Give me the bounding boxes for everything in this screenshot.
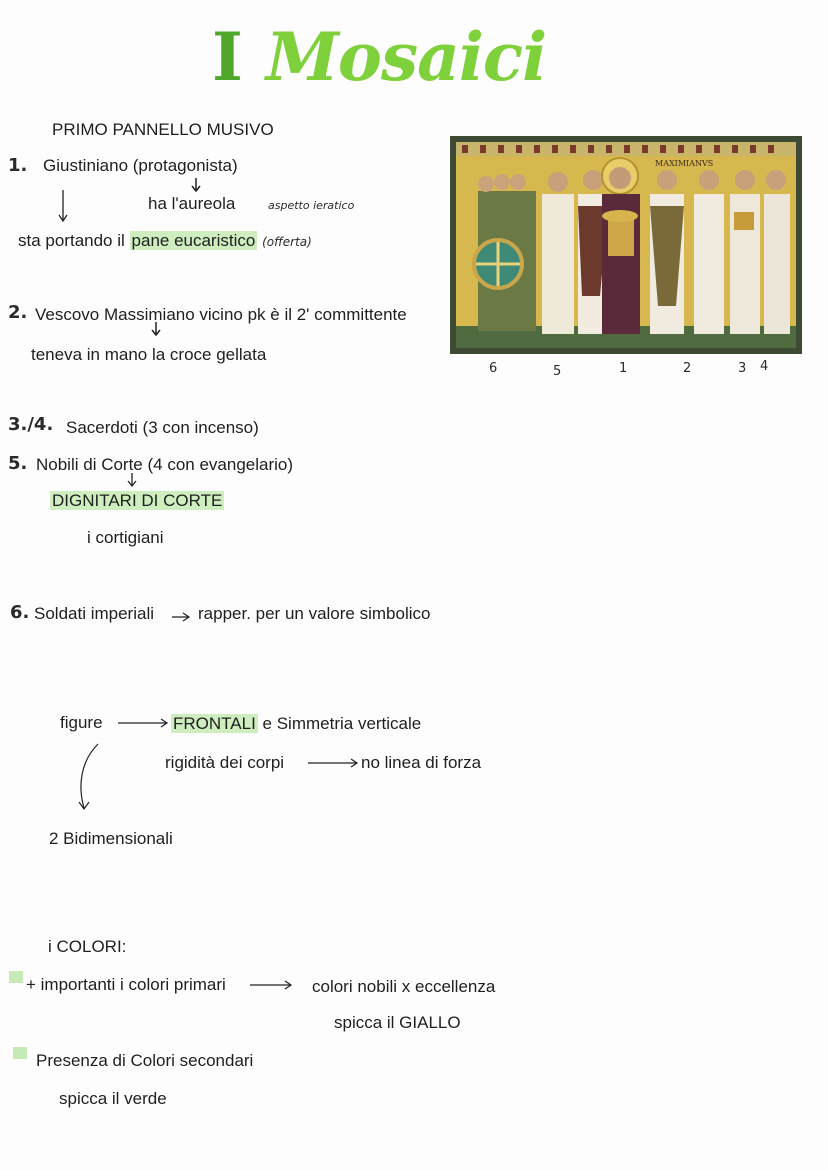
number-2: 2. [8, 302, 28, 323]
figure-text: figure [60, 713, 103, 732]
right-arrow-icon [172, 612, 192, 622]
frontali-line [171, 714, 421, 734]
pane-line [18, 231, 312, 251]
figure-number: 1 [619, 361, 628, 376]
vescovo-text: Vescovo Massimiano vicino pk è il 2' committente [35, 305, 407, 324]
down-line-icon [58, 190, 68, 224]
figure-number: 6 [489, 361, 498, 376]
simmetria-text: e Simmetria verticale [257, 714, 422, 733]
down-arrow-icon [190, 178, 202, 194]
nobili-text: Nobili di Corte (4 con evangelario) [36, 455, 294, 474]
mosaic-label: MAXIMIANVS [655, 159, 714, 168]
offerta-note: (offerta) [262, 235, 312, 249]
bidimensionali-text: 2 Bidimensionali [49, 829, 173, 848]
croce-text: teneva in mano la croce gellata [31, 345, 267, 364]
soldati-text: Soldati imperiali [34, 604, 154, 623]
dignitari-highlight: DIGNITARI DI CORTE [52, 491, 223, 510]
figure-number: 4 [760, 359, 769, 374]
sta-portando-text: sta portando il [18, 231, 125, 250]
number-1: 1. [8, 155, 28, 176]
right-arrow-icon [308, 758, 360, 768]
giallo-text: spicca il GIALLO [334, 1013, 461, 1032]
no-linea-text: no linea di forza [361, 753, 482, 772]
title-rest: Mosaici [265, 18, 547, 96]
title-first: I [212, 18, 243, 96]
right-arrow-icon [250, 980, 294, 990]
aureola-text: ha l'aureola [148, 194, 236, 213]
verde-text: spicca il verde [59, 1089, 167, 1108]
number-5: 5. [8, 453, 28, 474]
pane-highlight: pane eucaristico [131, 231, 256, 250]
section-heading: PRIMO PANNELLO MUSIVO [52, 120, 274, 139]
colori-heading: i COLORI: [48, 937, 127, 956]
giustiniano-text: Giustiniano (protagonista) [43, 156, 238, 175]
nobili-colori-text: colori nobili x eccellenza [312, 977, 496, 996]
dignitari-text [50, 491, 224, 511]
number-3-4: 3./4. [8, 414, 54, 435]
right-arrow-icon [118, 718, 170, 728]
secondari-text: Presenza di Colori secondari [36, 1051, 254, 1070]
soldiers-group [474, 174, 536, 331]
green-marker [9, 971, 23, 983]
sacerdoti-text: Sacerdoti (3 con incenso) [66, 418, 259, 437]
down-arrow-icon [150, 322, 162, 338]
mosaic-image [450, 136, 802, 354]
number-6: 6. [10, 602, 30, 623]
figure-number: 2 [683, 361, 692, 376]
green-marker [13, 1047, 27, 1059]
rapper-text: rapper. per un valore simbolico [198, 604, 431, 623]
down-arrow-icon [126, 473, 138, 489]
cortigiani-text: i cortigiani [87, 528, 164, 547]
aspetto-note: aspetto ieratico [268, 199, 355, 212]
page-title [212, 18, 546, 96]
importanti-text: + importanti i colori primari [26, 975, 226, 994]
curved-arrow-icon [74, 742, 104, 812]
frontali-highlight: FRONTALI [173, 714, 256, 733]
figure-number: 3 [738, 361, 747, 376]
rigidita-text: rigidità dei corpi [165, 753, 285, 772]
figure-number: 5 [553, 364, 562, 379]
